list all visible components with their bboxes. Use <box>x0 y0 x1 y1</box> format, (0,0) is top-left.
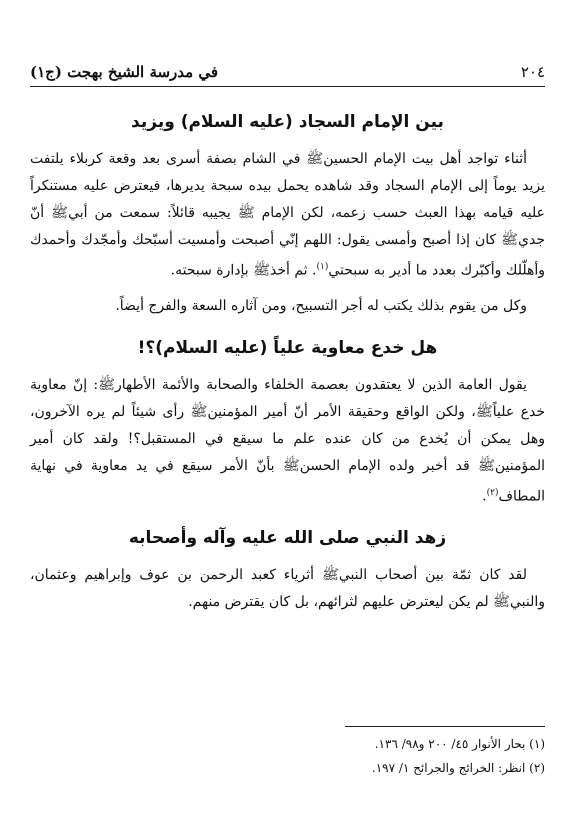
footnote-ref: (٢) <box>486 487 499 498</box>
section-heading-sajjad-yazid: بين الإمام السجاد (عليه السلام) ويزيد <box>131 112 444 132</box>
footnote: (١) بحار الأنوار ٤٥/ ٢٠٠ و٩٨/ ١٣٦. <box>374 737 545 751</box>
page-number: ٢٠٤ <box>520 63 545 81</box>
paragraph: لقد كان ثمّة بين أصحاب النبيﷺ أثرياء كعبد الرحمن بن عوف وإبراهيم وعثمان، والنبيﷺ لم يكن ليعترض عليهم لثرائهم، بل كان يقترض منهم. <box>30 567 545 611</box>
running-header <box>30 60 545 84</box>
paragraph-text: يقول العامة الذين لا يعتقدون بعصمة الخلفاء والصحابة والأئمة الأطهارﷺ: إنّ معاوية خدع علياًﷺ، ولكن الواقع وحقيقة الأمر أنّ أمير المؤمنينﷺ رأى شيئاً لم يره الآخرون، وهل يمكن أن يُخدع من كان عنده علم ما سيقع في المستقبل؟! ولقد كان أمير المؤمنينﷺ قد أخبر ولده الإمام الحسنﷺ بأنّ الأمر سيقع في يد معاوية في نهاية المطاف <box>30 376 545 505</box>
footnote: (٢) انظر: الخرائج والجرائح ١/ ١٩٧. <box>371 761 545 775</box>
section-heading-muawiya: هل خدع معاوية علياً (عليه السلام)؟! <box>137 337 438 358</box>
paragraph-text: . <box>482 488 487 505</box>
running-title: في مدرسة الشيخ بهجت (ج١) <box>30 63 219 81</box>
header-divider <box>30 86 545 87</box>
paragraph-text: . ثم أخذﷺ بإدارة سبحته. <box>170 262 317 279</box>
footnote-divider <box>345 726 545 727</box>
paragraph: وكل من يقوم بذلك يكتب له أجر التسبيح، ومن آثاره السعة والفرج أيضاً. <box>115 297 527 314</box>
paragraph <box>30 372 545 511</box>
paragraph-text: أثناء تواجد أهل بيت الإمام الحسينﷺ في الشام بصفة أسرى بعد وقعة كربلاء يلتفت يزيد يوماً إلى الإمام السجاد وقد شاهده يحمل بيده سبحة يديرها، فيعترض عليه مستنكراً عليه قيامه بهذا العبث حسب زعمه، لكن الإمام ﷺ يجيبه قائلاً: سمعت من أبيﷺ أنّ جديﷺ كان إذا أصبح وأمسى يقول: اللهم إنّي أصبحت وأمسيت أسبّحك وأمجّدك وأحمدك وأهلّلك وأكبّرك بعدد ما أدير به سبحتي <box>30 151 545 279</box>
section-heading-zuhd: زهد النبي صلى الله عليه وآله وأصحابه <box>128 528 447 549</box>
main-text <box>30 108 545 616</box>
footnotes <box>30 732 545 780</box>
footnote-ref: (١) <box>316 262 329 272</box>
paragraph <box>30 146 545 285</box>
